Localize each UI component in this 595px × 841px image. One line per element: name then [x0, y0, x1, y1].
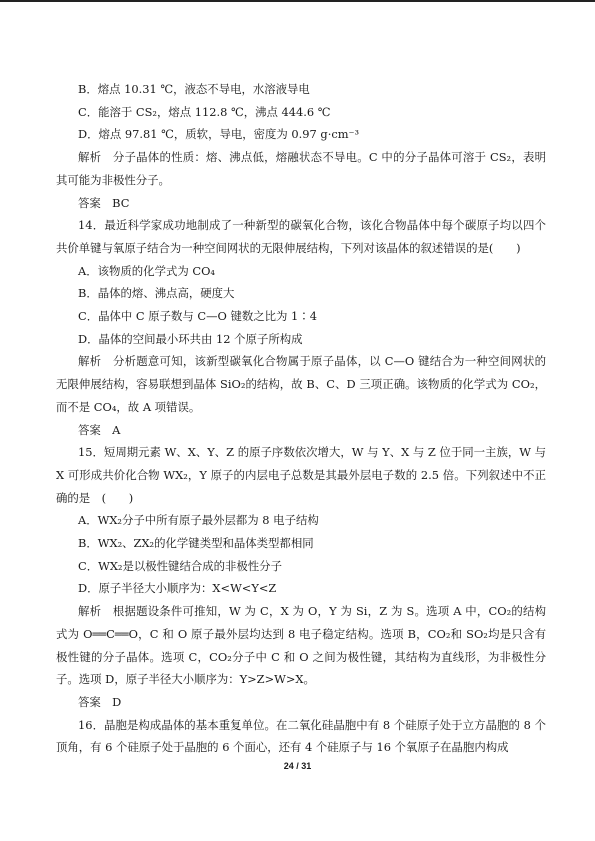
text-line: 答案 BC — [78, 195, 130, 210]
text-line: C．晶体中 C 原子数与 C—O 键数之比为 1∶4 — [78, 309, 317, 324]
paragraph: 16．晶胞是构成晶体的基本重复单位。在二氧化硅晶胞中有 8 个硅原子处于立方晶胞的 8 个顶角，有 6 个硅原子处于晶胞的 6 个面心，还有 4 个硅原子与 16 个氧原子在晶胞内构成 — [56, 717, 546, 755]
text-line: 答案 A — [78, 422, 121, 437]
text-line: D．原子半径大小顺序为：X<W<Y<Z — [78, 581, 277, 596]
paragraph: 解析 根据题设条件可推知，W 为 C，X 为 O，Y 为 Si，Z 为 S。选项 A 中，CO₂的结构式为 O══C══O，C 和 O 原子最外层均达到 8 电子稳定结构。选项 B，CO₂和 SO₂均是只含有极性键的分子晶体。选项 C，CO₂分子中 C 和 O 之间为极性键，其结构为直线形，为非极性分子。选项 D，原子半径大小顺序为：Y>Z>W>X。 — [56, 604, 546, 687]
paragraph: 15．短周期元素 W、X、Y、Z 的原子序数依次增大，W 与 Y、X 与 Z 位于同一主族，W 与 X 可形成共价化合物 WX₂，Y 原子的内层电子总数是其最外层电子数的 2.5 倍。下列叙述中不正确的是 ( ) — [56, 445, 546, 505]
text-line: B．熔点 10.31 ℃，液态不导电，水溶液导电 — [78, 82, 310, 96]
text-line: C．WX₂是以极性键结合成的非极性分子 — [78, 558, 282, 573]
text-line: D．晶体的空间最小环共由 12 个原子所构成 — [78, 331, 303, 346]
paragraph: 解析 分子晶体的性质：熔、沸点低，熔融状态不导电。C 中的分子晶体可溶于 CS₂，表明其可能为非极性分子。 — [56, 150, 546, 187]
top-border — [0, 0, 595, 2]
text-line: C．能溶于 CS₂，熔点 112.8 ℃，沸点 444.6 ℃ — [78, 104, 331, 119]
text-line: D．熔点 97.81 ℃，质软，导电，密度为 0.97 g·cm⁻³ — [78, 127, 360, 142]
text-line: A．WX₂分子中所有原子最外层都为 8 电子结构 — [78, 513, 319, 528]
text-line: B．WX₂、ZX₂的化学键类型和晶体类型都相同 — [78, 536, 314, 551]
page-number: 24 / 31 — [283, 761, 312, 771]
paragraph: 14．最近科学家成功地制成了一种新型的碳氧化合物，该化合物晶体中每个碳原子均以四个共价单键与氧原子结合为一种空间网状的无限伸展结构，下列对该晶体的叙述错误的是( ) — [56, 218, 546, 255]
page-content — [56, 78, 546, 759]
paragraph: 解析 分析题意可知，该新型碳氧化合物属于原子晶体，以 C—O 键结合为一种空间网状的无限伸展结构，容易联想到晶体 SiO₂的结构，故 B、C、D 三项正确。该物质的化学式为 CO₂，而不是 CO₄，故 A 项错误。 — [56, 354, 546, 414]
text-line: 答案 D — [78, 694, 122, 709]
text-line: A．该物质的化学式为 CO₄ — [78, 263, 215, 278]
text-line: B．晶体的熔、沸点高，硬度大 — [78, 286, 235, 301]
